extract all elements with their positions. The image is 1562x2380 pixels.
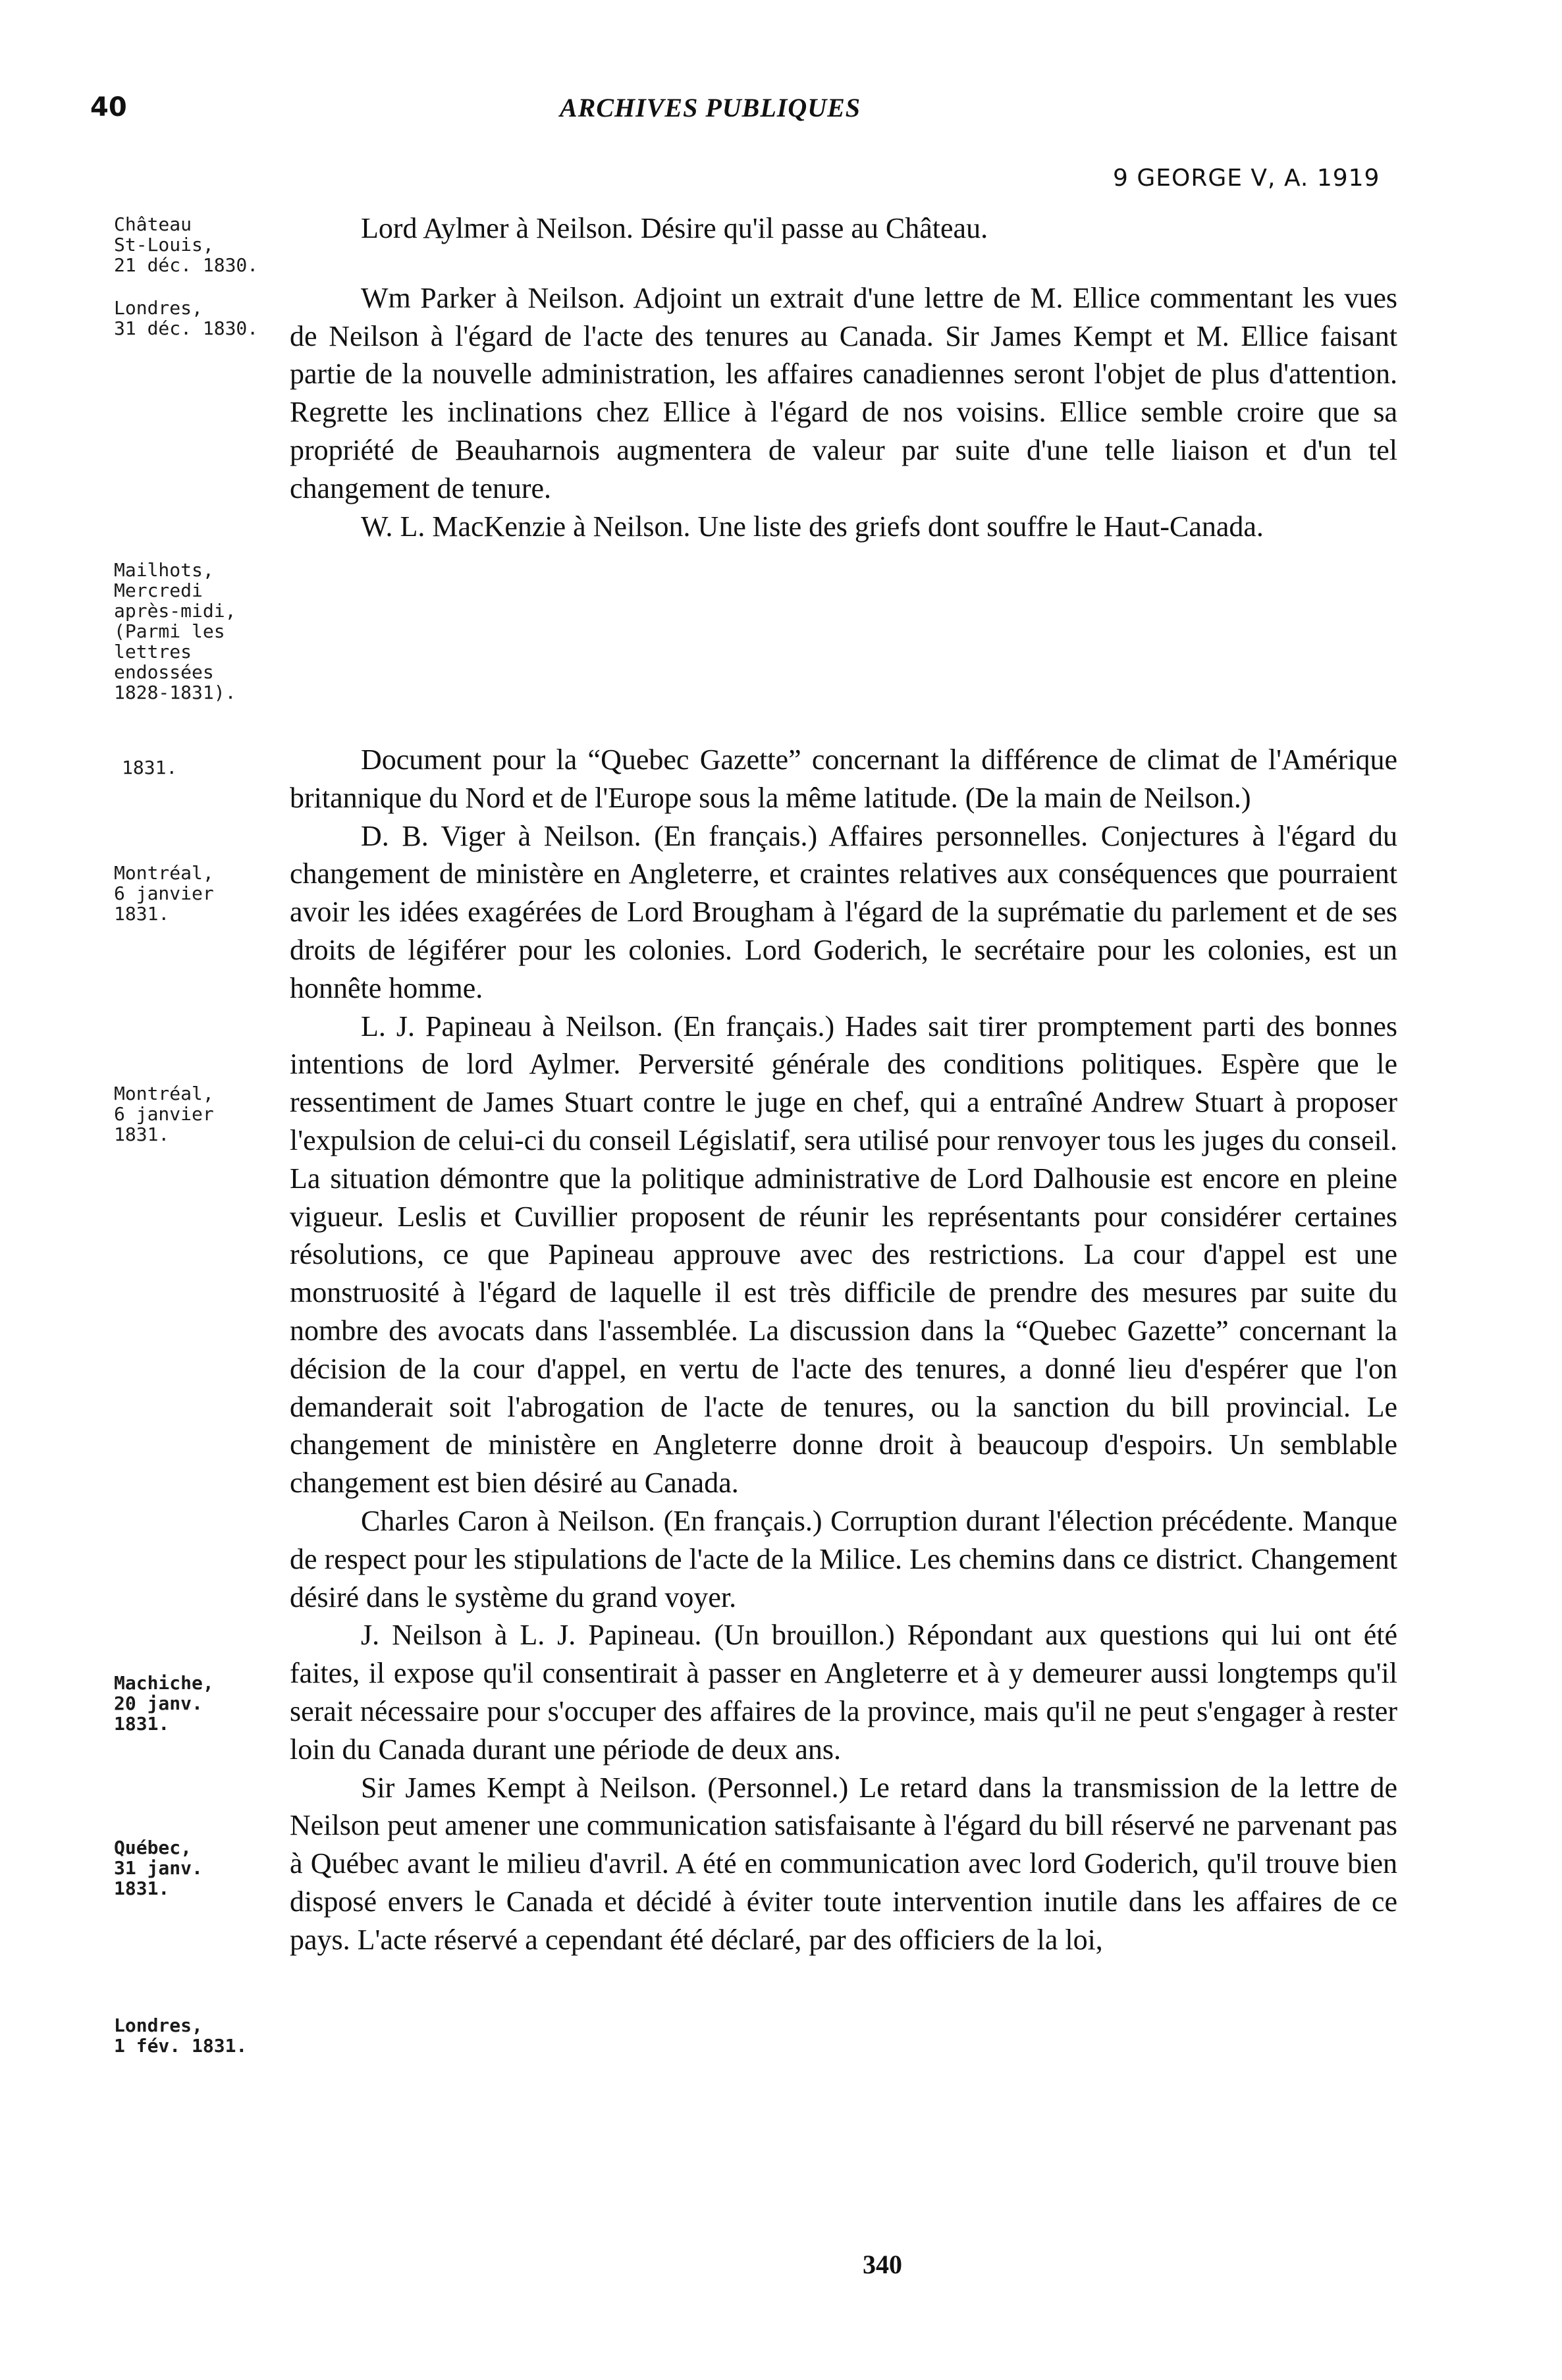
entry: D. B. Viger à Neilson. (En français.) Affaires personnelles. Conjectures à l'égard du changement de ministère en Angleterre, et craintes relatives aux conséquences que pourraient avoir les idées exagérées de Lord Brougham à l'égard de la suprématie du parlement et de ses droits de légiférer pour les colonies. Lord Goderich, le secrétaire pour les colonies, est un honnête homme. <box>290 819 1397 1004</box>
margin-note <box>114 2015 311 2056</box>
margin-note <box>114 214 311 275</box>
entries-block-1 <box>290 209 1397 545</box>
margin-line: après-midi, <box>114 600 236 622</box>
running-title: ARCHIVES PUBLIQUES <box>560 93 861 122</box>
entries-block-2 <box>290 741 1397 1959</box>
page-number: 40 <box>90 92 127 122</box>
entry: J. Neilson à L. J. Papineau. (Un brouillon.) Répondant aux questions qui lui ont été faites, il expose qu'il consentirait à passer en Angleterre et à y demeurer aussi longtemps qu'il serait nécessaire pour s'occuper des affaires de la province, mais qu'il ne peut s'engager à rester loin du Canada durant une période de deux ans. <box>290 1619 1397 1766</box>
margin-line: Montréal, <box>114 862 214 884</box>
entry: L. J. Papineau à Neilson. (En français.) Hades sait tirer promptement parti des bonnes intentions de lord Aylmer. Perversité générale des conditions politiques. Espère que le ressentiment de James Stuart contre le juge en chef, qui a entraîné Andrew Stuart à proposer l'expulsion de celui-ci du conseil Législatif, sera utilisé pour renvoyer tous les juges du conseil. La situation démontre que la politique administrative de Lord Dalhousie est encore en pleine vigueur. Leslis et Cuvillier proposent de réunir les représentants pour considérer certaines résolutions, ce que Papineau approuve avec des restrictions. La cour d'appel est une monstruosité à l'égard de laquelle il est très difficile de prendre des mesures par suite du nombre des avocats dans l'assemblée. La discussion dans la “Quebec Gazette” concernant la décision de la cour d'appel, en vertu de l'acte des tenures, a donné lieu d'espérer que l'on demanderait soit l'abrogation de l'acte de tenures, ou la sanction du bill provincial. Le changement de ministère en Angleterre donne droit à beaucoup d'espoirs. Un semblable changement est bien désiré au Canada. <box>290 1010 1397 1500</box>
margin-line: 1 fév. 1831. <box>114 2035 248 2057</box>
margin-line: (Parmi les <box>114 620 225 642</box>
entry: Lord Aylmer à Neilson. Désire qu'il passe au Château. <box>361 212 988 244</box>
margin-line: 6 janvier <box>114 882 214 904</box>
margin-line: Mercredi <box>114 580 203 601</box>
footer-page-number: 340 <box>863 2250 902 2279</box>
session-label: 9 GEORGE V, A. 1919 <box>1113 165 1380 192</box>
margin-line: 6 janvier <box>114 1103 214 1125</box>
entry: Wm Parker à Neilson. Adjoint un extrait d'une lettre de M. Ellice commentant les vues de Neilson à l'égard de l'acte des tenures au Canada. Sir James Kempt et M. Ellice faisant partie de la nouvelle administration, les affaires canadiennes seront l'objet de plus d'attention. Regrette les inclinations chez Ellice à l'égard de nos voisins. Ellice semble croire que sa propriété de Beauharnois augmentera de valeur par suite d'une telle liaison et d'un tel changement de tenure. <box>290 281 1397 504</box>
margin-line: Montréal, <box>114 1083 214 1104</box>
margin-line: 1831. <box>114 1878 170 1899</box>
entry: Charles Caron à Neilson. (En français.) Corruption durant l'élection précédente. Manque de respect pour les stipulations de l'acte de la Milice. Les chemins dans ce district. Changement désiré dans le système du grand voyer. <box>290 1504 1397 1613</box>
margin-line: lettres <box>114 641 192 663</box>
margin-line: 31 déc. 1830. <box>114 317 259 339</box>
entry: Sir James Kempt à Neilson. (Personnel.) Le retard dans la transmission de la lettre de Neilson peut amener une communication satisfaisante à l'égard du bill réservé ne parvenant pas à Québec avant le milieu d'avril. A été en communication avec lord Goderich, qu'il trouve bien disposé envers le Canada et décidé à éviter toute intervention inutile dans les affaires de ce pays. L'acte réservé a cependant été déclaré, par des officiers de la loi, <box>290 1771 1397 1956</box>
margin-line: Québec, <box>114 1837 192 1858</box>
margin-note <box>114 1083 311 1145</box>
margin-line: 1831. <box>114 903 170 925</box>
margin-line: 31 janv. <box>114 1857 203 1879</box>
margin-line: 1831. <box>114 1123 170 1145</box>
margin-line: Londres, <box>114 297 203 319</box>
margin-line: 1828-1831). <box>114 682 236 703</box>
margin-line: Château <box>114 213 192 235</box>
margin-line: 21 déc. 1830. <box>114 254 259 276</box>
margin-line: endossées <box>114 661 214 683</box>
margin-note <box>114 298 311 338</box>
margin-line: Londres, <box>114 2015 203 2036</box>
margin-note <box>114 1837 311 1899</box>
margin-note <box>114 863 311 924</box>
margin-note <box>114 1673 311 1734</box>
margin-line: 20 janv. <box>114 1692 203 1714</box>
entry: W. L. MacKenzie à Neilson. Une liste des griefs dont souffre le Haut-Canada. <box>361 510 1264 543</box>
margin-line: Machiche, <box>114 1672 214 1694</box>
margin-line: St-Louis, <box>114 234 214 256</box>
margin-line: Mailhots, <box>114 559 214 581</box>
margin-line: 1831. <box>114 1713 170 1735</box>
entry: Document pour la “Quebec Gazette” concernant la différence de climat de l'Amérique britannique du Nord et de l'Europe sous la même latitude. (De la main de Neilson.) <box>290 744 1397 814</box>
margin-note <box>114 560 311 703</box>
margin-line: 1831. <box>122 757 178 778</box>
